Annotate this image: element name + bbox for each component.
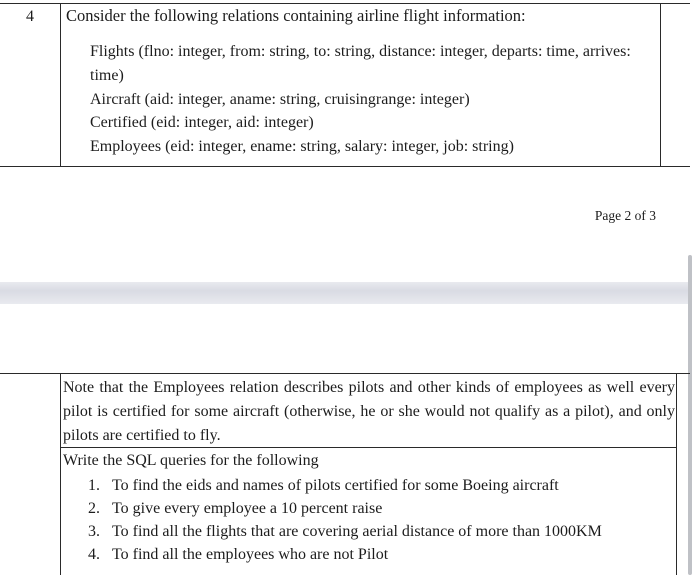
scrollbar[interactable] (688, 255, 692, 575)
table-top-border (0, 3, 690, 4)
relation-certified: Certified (eid: integer, aid: integer) (90, 114, 314, 131)
table2-divider-right (676, 373, 677, 575)
question-number: 4 (26, 8, 34, 25)
list-item: 3. To find all the flights that are covering aerial distance of more than 1000KM (88, 523, 602, 540)
list-item: 4. To find all the employees who are not Pilot (88, 546, 389, 563)
table-divider-right (660, 3, 661, 167)
sql-task-title: Write the SQL queries for the following (63, 452, 319, 469)
relation-flights: Flights (flno: integer, from: string, to: string, distance: integer, departs: time, arrives: time) (90, 43, 631, 84)
page-number: Page 2 of 3 (594, 208, 656, 223)
page-separator (0, 282, 690, 304)
list-item: 2. To give every employee a 10 percent raise (88, 500, 383, 517)
sql-task-list (88, 474, 602, 566)
relation-aircraft: Aircraft (aid: integer, aname: string, cruisingrange: integer) (90, 91, 470, 108)
table2-top-border (0, 373, 690, 374)
employees-note: Note that the Employees relation describes pilots and other kinds of employees as well every pilot is certified for some aircraft (otherwise, he or she would not qualify as a pilot), and only pilots are certified to fly. (63, 379, 675, 444)
table-divider-left (60, 3, 61, 167)
question-intro: Consider the following relations containing airline flight information: (66, 6, 526, 25)
table-bottom-border (0, 166, 690, 167)
relation-employees: Employees (eid: integer, ename: string, salary: integer, job: string) (90, 138, 514, 155)
table2-divider-left (60, 373, 61, 575)
list-item: 1. To find the eids and names of pilots certified for some Boeing aircraft (88, 477, 559, 494)
